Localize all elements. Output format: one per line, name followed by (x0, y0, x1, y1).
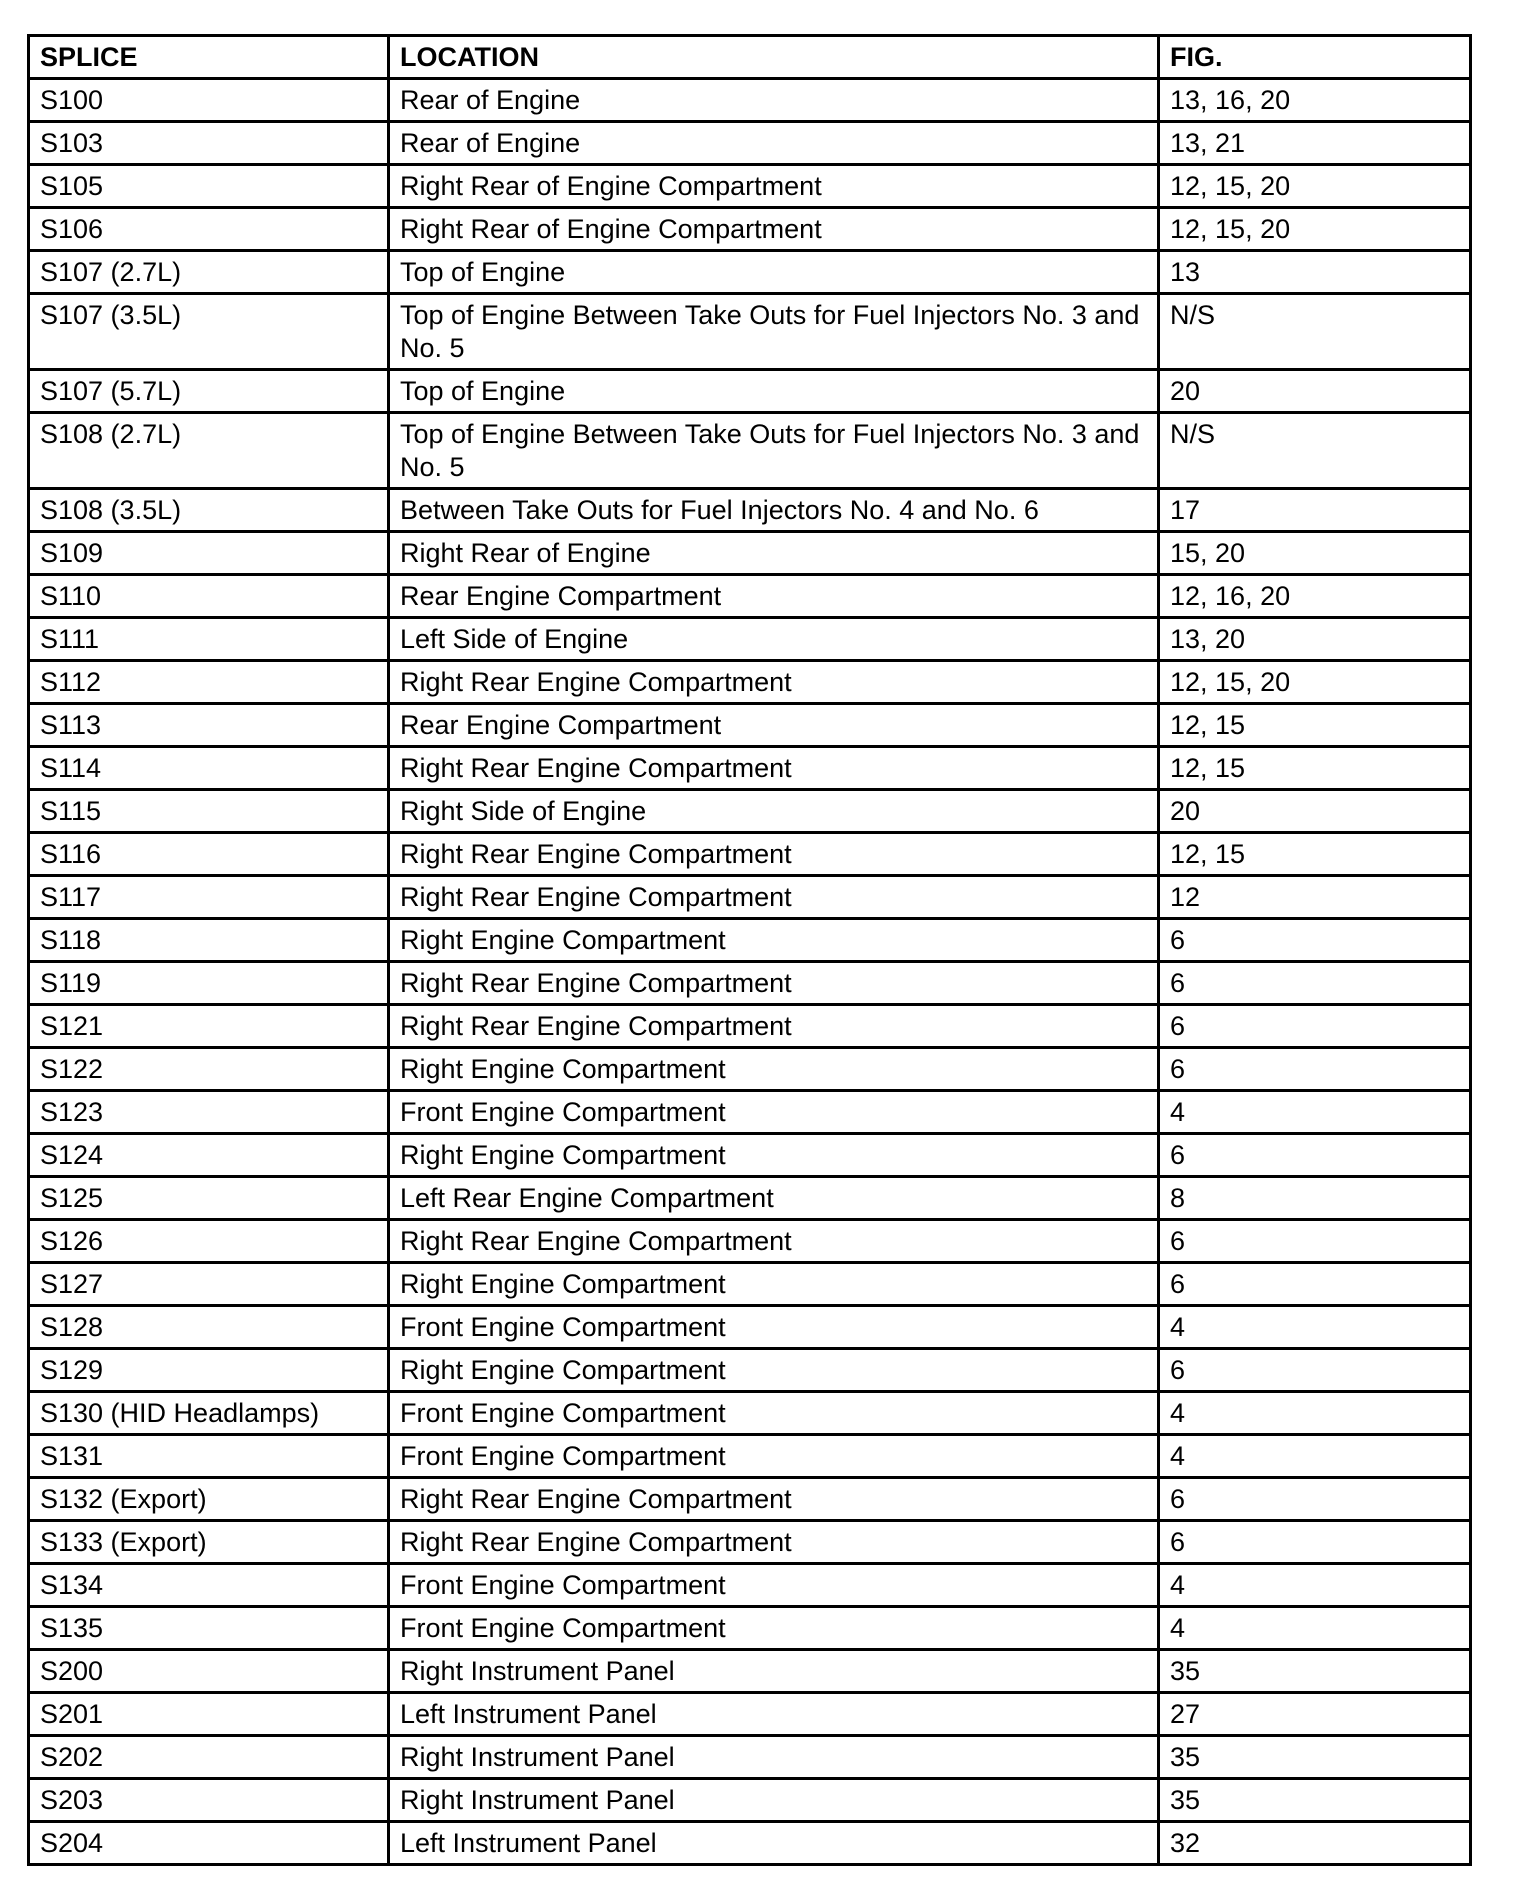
location-cell: Right Side of Engine (389, 790, 1159, 833)
table-row (29, 122, 1471, 165)
location-cell: Rear of Engine (389, 79, 1159, 122)
location-cell: Top of Engine Between Take Outs for Fuel Injectors No. 3 and No. 5 (389, 294, 1159, 370)
location-cell: Right Rear of Engine Compartment (389, 208, 1159, 251)
table-row (29, 1048, 1471, 1091)
fig-cell: N/S (1159, 413, 1471, 489)
fig-cell: 27 (1159, 1693, 1471, 1736)
table-row (29, 1521, 1471, 1564)
fig-cell: 32 (1159, 1822, 1471, 1865)
fig-cell: 8 (1159, 1177, 1471, 1220)
fig-cell: 4 (1159, 1392, 1471, 1435)
table-row (29, 251, 1471, 294)
table-row (29, 919, 1471, 962)
table-row (29, 1005, 1471, 1048)
fig-cell: 13, 20 (1159, 618, 1471, 661)
fig-cell: 13, 16, 20 (1159, 79, 1471, 122)
location-cell: Front Engine Compartment (389, 1392, 1159, 1435)
location-cell: Top of Engine Between Take Outs for Fuel Injectors No. 3 and No. 5 (389, 413, 1159, 489)
table-row (29, 413, 1471, 489)
location-cell: Right Engine Compartment (389, 919, 1159, 962)
splice-cell: S202 (29, 1736, 389, 1779)
location-cell: Right Rear Engine Compartment (389, 833, 1159, 876)
fig-cell: 6 (1159, 1478, 1471, 1521)
splice-cell: S124 (29, 1134, 389, 1177)
splice-cell: S200 (29, 1650, 389, 1693)
table-row (29, 1220, 1471, 1263)
location-cell: Right Rear Engine Compartment (389, 1220, 1159, 1263)
splice-cell: S111 (29, 618, 389, 661)
location-cell: Front Engine Compartment (389, 1435, 1159, 1478)
fig-cell: 12, 15 (1159, 833, 1471, 876)
location-cell: Left Instrument Panel (389, 1693, 1159, 1736)
table-row (29, 208, 1471, 251)
location-cell: Right Instrument Panel (389, 1779, 1159, 1822)
splice-cell: S121 (29, 1005, 389, 1048)
splice-location-table (27, 34, 1472, 1866)
splice-cell: S114 (29, 747, 389, 790)
fig-cell: 6 (1159, 1521, 1471, 1564)
location-cell: Left Rear Engine Compartment (389, 1177, 1159, 1220)
table-row (29, 1822, 1471, 1865)
location-cell: Top of Engine (389, 251, 1159, 294)
fig-cell: 6 (1159, 1349, 1471, 1392)
table-header-row (29, 36, 1471, 79)
fig-cell: 12, 15 (1159, 704, 1471, 747)
fig-cell: 6 (1159, 1048, 1471, 1091)
fig-cell: 20 (1159, 370, 1471, 413)
splice-cell: S105 (29, 165, 389, 208)
fig-cell: 12, 15, 20 (1159, 208, 1471, 251)
splice-cell: S113 (29, 704, 389, 747)
table-row (29, 294, 1471, 370)
fig-cell: 12, 16, 20 (1159, 575, 1471, 618)
table-row (29, 747, 1471, 790)
location-cell: Rear Engine Compartment (389, 704, 1159, 747)
table-row (29, 1779, 1471, 1822)
location-cell: Right Rear Engine Compartment (389, 876, 1159, 919)
fig-cell: 12 (1159, 876, 1471, 919)
splice-cell: S127 (29, 1263, 389, 1306)
fig-cell: 6 (1159, 919, 1471, 962)
splice-cell: S119 (29, 962, 389, 1005)
table-row (29, 532, 1471, 575)
table-row (29, 790, 1471, 833)
table-row (29, 1091, 1471, 1134)
splice-cell: S135 (29, 1607, 389, 1650)
table-row (29, 1693, 1471, 1736)
splice-cell: S103 (29, 122, 389, 165)
table-row (29, 1478, 1471, 1521)
location-cell: Front Engine Compartment (389, 1091, 1159, 1134)
splice-cell: S112 (29, 661, 389, 704)
table-row (29, 1736, 1471, 1779)
fig-cell: 6 (1159, 1263, 1471, 1306)
fig-cell: 6 (1159, 962, 1471, 1005)
table-row (29, 833, 1471, 876)
location-cell: Front Engine Compartment (389, 1607, 1159, 1650)
fig-cell: 35 (1159, 1650, 1471, 1693)
location-cell: Front Engine Compartment (389, 1564, 1159, 1607)
fig-cell: 12, 15 (1159, 747, 1471, 790)
splice-cell: S107 (5.7L) (29, 370, 389, 413)
fig-cell: 12, 15, 20 (1159, 165, 1471, 208)
splice-cell: S106 (29, 208, 389, 251)
location-cell: Right Engine Compartment (389, 1349, 1159, 1392)
fig-cell: 13 (1159, 251, 1471, 294)
fig-cell: 35 (1159, 1779, 1471, 1822)
table-row (29, 704, 1471, 747)
fig-cell: 4 (1159, 1564, 1471, 1607)
fig-cell: 4 (1159, 1091, 1471, 1134)
location-cell: Top of Engine (389, 370, 1159, 413)
splice-cell: S122 (29, 1048, 389, 1091)
table-row (29, 1177, 1471, 1220)
table-row (29, 1650, 1471, 1693)
table-row (29, 962, 1471, 1005)
splice-cell: S125 (29, 1177, 389, 1220)
location-cell: Right Rear Engine Compartment (389, 747, 1159, 790)
splice-cell: S100 (29, 79, 389, 122)
splice-cell: S204 (29, 1822, 389, 1865)
table-row (29, 370, 1471, 413)
table-row (29, 876, 1471, 919)
location-cell: Rear Engine Compartment (389, 575, 1159, 618)
table-row (29, 1306, 1471, 1349)
location-cell: Right Engine Compartment (389, 1263, 1159, 1306)
table-row (29, 1392, 1471, 1435)
splice-cell: S116 (29, 833, 389, 876)
location-cell: Right Rear Engine Compartment (389, 1005, 1159, 1048)
fig-cell: 6 (1159, 1005, 1471, 1048)
splice-cell: S108 (2.7L) (29, 413, 389, 489)
header-splice: SPLICE (29, 36, 389, 79)
fig-cell: 4 (1159, 1306, 1471, 1349)
location-cell: Right Rear of Engine Compartment (389, 165, 1159, 208)
splice-cell: S133 (Export) (29, 1521, 389, 1564)
fig-cell: 15, 20 (1159, 532, 1471, 575)
fig-cell: 6 (1159, 1134, 1471, 1177)
splice-cell: S107 (2.7L) (29, 251, 389, 294)
splice-cell: S109 (29, 532, 389, 575)
splice-cell: S131 (29, 1435, 389, 1478)
table-row (29, 165, 1471, 208)
fig-cell: N/S (1159, 294, 1471, 370)
location-cell: Between Take Outs for Fuel Injectors No. 4 and No. 6 (389, 489, 1159, 532)
table-row (29, 79, 1471, 122)
table-row (29, 489, 1471, 532)
location-cell: Front Engine Compartment (389, 1306, 1159, 1349)
splice-cell: S108 (3.5L) (29, 489, 389, 532)
splice-cell: S123 (29, 1091, 389, 1134)
location-cell: Rear of Engine (389, 122, 1159, 165)
location-cell: Left Side of Engine (389, 618, 1159, 661)
header-fig: FIG. (1159, 36, 1471, 79)
location-cell: Right Instrument Panel (389, 1736, 1159, 1779)
location-cell: Right Engine Compartment (389, 1048, 1159, 1091)
table-row (29, 618, 1471, 661)
fig-cell: 20 (1159, 790, 1471, 833)
table-row (29, 1134, 1471, 1177)
table-row (29, 1564, 1471, 1607)
header-location: LOCATION (389, 36, 1159, 79)
splice-cell: S107 (3.5L) (29, 294, 389, 370)
fig-cell: 12, 15, 20 (1159, 661, 1471, 704)
table-row (29, 1607, 1471, 1650)
splice-cell: S110 (29, 575, 389, 618)
table-body (29, 79, 1471, 1865)
splice-cell: S118 (29, 919, 389, 962)
splice-cell: S201 (29, 1693, 389, 1736)
location-cell: Right Rear Engine Compartment (389, 661, 1159, 704)
splice-cell: S115 (29, 790, 389, 833)
location-cell: Right Rear Engine Compartment (389, 1521, 1159, 1564)
fig-cell: 4 (1159, 1435, 1471, 1478)
location-cell: Right Instrument Panel (389, 1650, 1159, 1693)
table-row (29, 661, 1471, 704)
location-cell: Left Instrument Panel (389, 1822, 1159, 1865)
splice-cell: S126 (29, 1220, 389, 1263)
location-cell: Right Rear Engine Compartment (389, 962, 1159, 1005)
fig-cell: 17 (1159, 489, 1471, 532)
table-row (29, 575, 1471, 618)
splice-cell: S128 (29, 1306, 389, 1349)
splice-cell: S134 (29, 1564, 389, 1607)
table-row (29, 1435, 1471, 1478)
location-cell: Right Engine Compartment (389, 1134, 1159, 1177)
fig-cell: 4 (1159, 1607, 1471, 1650)
splice-cell: S129 (29, 1349, 389, 1392)
splice-cell: S130 (HID Headlamps) (29, 1392, 389, 1435)
table-row (29, 1349, 1471, 1392)
location-cell: Right Rear of Engine (389, 532, 1159, 575)
table-row (29, 1263, 1471, 1306)
fig-cell: 6 (1159, 1220, 1471, 1263)
splice-cell: S203 (29, 1779, 389, 1822)
fig-cell: 35 (1159, 1736, 1471, 1779)
fig-cell: 13, 21 (1159, 122, 1471, 165)
splice-cell: S117 (29, 876, 389, 919)
splice-cell: S132 (Export) (29, 1478, 389, 1521)
location-cell: Right Rear Engine Compartment (389, 1478, 1159, 1521)
